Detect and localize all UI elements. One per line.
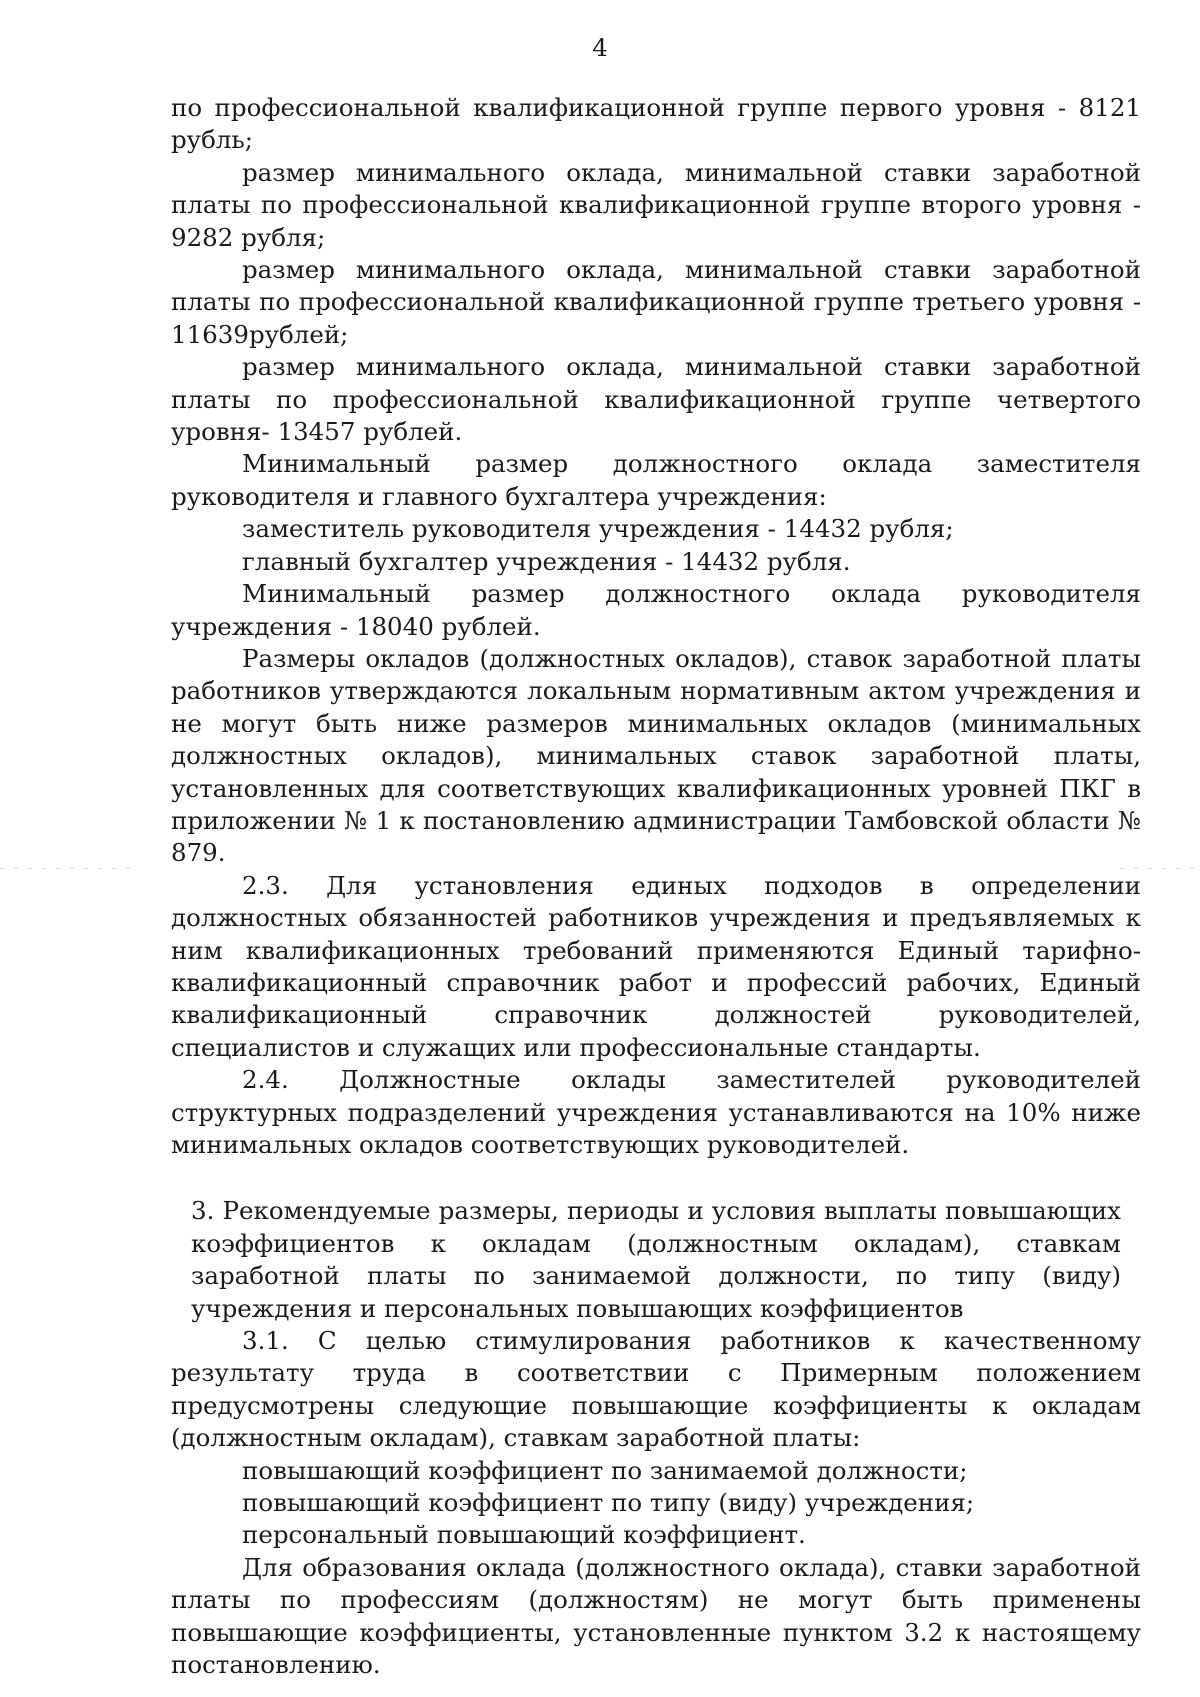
paragraph-pkg-level-2: размер минимального оклада, минимальной ставки заработной платы по профессиональной квалификационной группе второго уровня - 9282 рубля; <box>171 157 1141 252</box>
page-number: 4 <box>592 33 608 62</box>
list-item-deputy-head: заместитель руководителя учреждения - 14432 рубля; <box>242 514 954 544</box>
paragraph-2-4: 2.4. Должностные оклады заместителей руководителей структурных подразделений учреждения устанавливаются на 10% ниже минимальных окладов соответствующих руководителей. <box>171 1065 1141 1159</box>
paragraph-salary-sizes: Размеры окладов (должностных окладов), ставок заработной платы работников утверждаются локальным нормативным актом учреждения и не могут быть ниже размеров минимальных окладов (минимальных должностных окладов), минимальных ставок заработной платы, установленных для соответствующих квалификационных уровней ПКГ в приложении № 1 к постановлению администрации Тамбовской области № 879. <box>171 643 1141 868</box>
paragraph-2-3: 2.3. Для установления единых подходов в определении должностных обязанностей работников учреждения и предъявляемых к ним квалификационных требований применяются Единый тарифно-квалификационный справочник работ и профессий рабочих, Единый квалификационный справочник должностей руководителей, специалистов и служащих или профессиональные стандарты. <box>171 870 1141 1062</box>
section-spacer <box>171 1161 1141 1195</box>
paragraph-head-salary: Минимальный размер должностного оклада руководителя учреждения - 18040 рублей. <box>171 579 1141 641</box>
paragraph-pkg-level-3: размер минимального оклада, минимальной ставки заработной платы по профессиональной квалификационной группе третьего уровня - 11639рублей; <box>171 255 1141 349</box>
section-3-heading: 3. Рекомендуемые размеры, периоды и условия выплаты повышающих коэффициентов к окладам (должностным окладам), ставкам заработной платы по занимаемой должности, по типу (виду) учреждения и персональных повышающих коэффициентов <box>191 1196 1121 1323</box>
paragraph-pkg-level-1: по профессиональной квалификационной группе первого уровня - 8121 рубль; <box>171 93 1141 155</box>
document-body <box>171 92 1141 1682</box>
paragraph-pkg-level-4: размер минимального оклада, минимальной ставки заработной платы по профессиональной квалификационной группе четвертого уровня- 13457 рублей. <box>171 352 1141 447</box>
list-item-personal-coefficient: персональный повышающий коэффициент. <box>242 1520 806 1550</box>
list-item-institution-type-coefficient: повышающий коэффициент по типу (виду) учреждения; <box>242 1488 975 1518</box>
scan-artifact-line-left <box>0 868 140 869</box>
list-item-position-coefficient: повышающий коэффициент по занимаемой должности; <box>242 1455 968 1485</box>
paragraph-coefficients-not-applied: Для образования оклада (должностного оклада), ставки заработной платы по профессиям (должностям) не могут быть применены повышающие коэффициенты, установленные пунктом 3.2 к настоящему постановлению. <box>171 1552 1141 1680</box>
paragraph-deputy-accountant-salary: Минимальный размер должностного оклада заместителя руководителя и главного бухгалтера учреждения: <box>171 449 1141 511</box>
list-item-chief-accountant: главный бухгалтер учреждения - 14432 рубля. <box>242 546 851 576</box>
paragraph-3-1: 3.1. С целью стимулирования работников к качественному результату труда в соответствии с Примерным положением предусмотрены следующие повышающие коэффициенты к окладам (должностным окладам), ставкам заработной платы: <box>171 1326 1141 1453</box>
